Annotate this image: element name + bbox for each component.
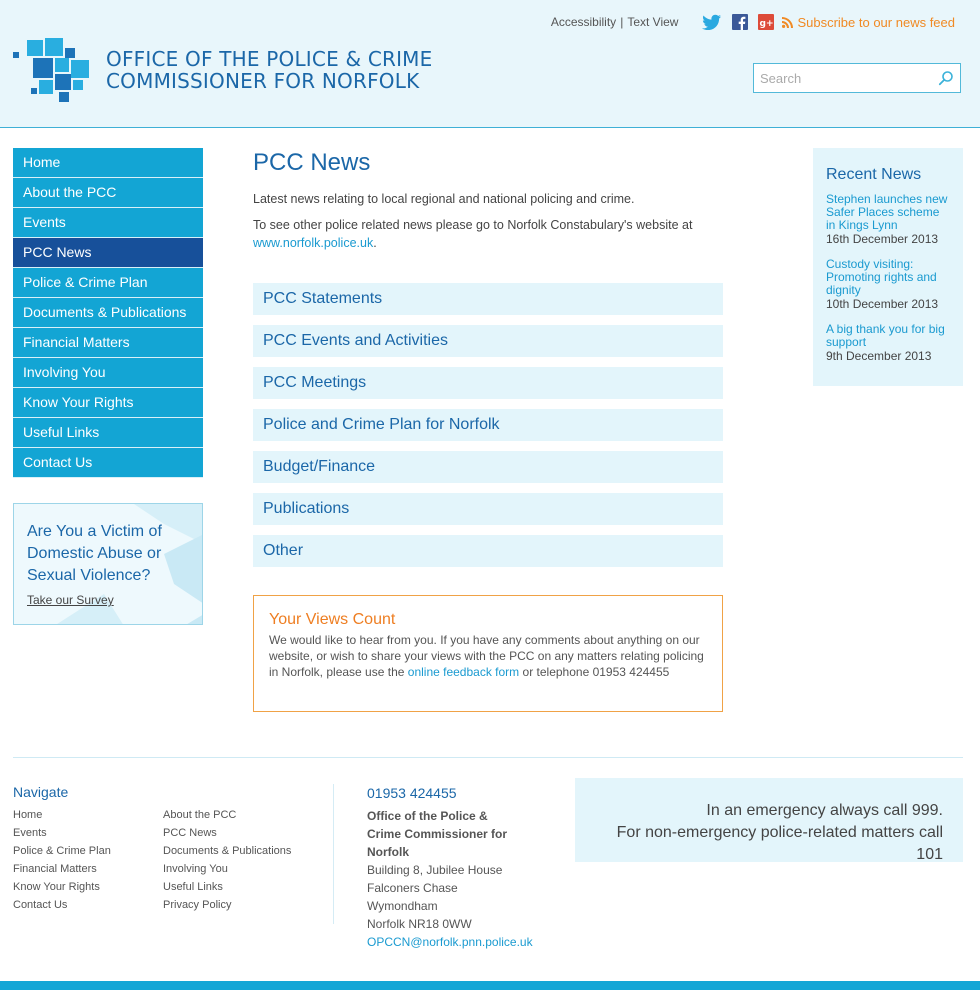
intro-text: Latest news relating to local regional and national policing and crime. (253, 192, 635, 206)
footer-link-police-crime-plan[interactable]: Police & Crime Plan (13, 845, 111, 857)
domestic-abuse-survey-promo[interactable] (13, 503, 203, 625)
recent-news-panel (813, 148, 963, 386)
nav-item-about-the-pcc[interactable]: About the PCC (13, 178, 203, 208)
footer-link-privacy-policy[interactable]: Privacy Policy (163, 899, 232, 911)
nav-item-know-your-rights[interactable]: Know Your Rights (13, 388, 203, 418)
footer-link-about-the-pcc[interactable]: About the PCC (163, 809, 237, 821)
nav-item-home[interactable]: Home (13, 148, 203, 178)
list-item (826, 193, 950, 247)
address-line: Falconers Chase (367, 881, 458, 895)
category-pcc-meetings[interactable]: PCC Meetings (253, 367, 723, 399)
nav-item-contact-us[interactable]: Contact Us (13, 448, 203, 478)
logo-line-1: OFFICE OF THE POLICE & CRIME (106, 47, 433, 71)
footer-nav-column-2 (163, 806, 303, 914)
nav-item-pcc-news[interactable]: PCC News (13, 238, 203, 268)
your-views-count-box (253, 595, 723, 712)
news-link[interactable]: Custody visiting: Promoting rights and dignity (826, 257, 937, 297)
footer-link-documents-publications[interactable]: Documents & Publications (163, 845, 292, 857)
footer-link-involving-you[interactable]: Involving You (163, 863, 228, 875)
news-date: 9th December 2013 (826, 349, 932, 363)
list-item (826, 323, 950, 364)
social-links (692, 14, 774, 30)
facebook-icon[interactable] (732, 14, 748, 30)
search-icon[interactable] (938, 70, 954, 86)
address-line: Norfolk NR18 0WW (367, 917, 472, 931)
top-links-separator: | (620, 15, 624, 29)
footer-email-link[interactable]: OPCCN@norfolk.pnn.police.uk (367, 935, 533, 949)
footer-link-pcc-news[interactable]: PCC News (163, 827, 217, 839)
recent-news-title: Recent News (826, 166, 922, 183)
news-link[interactable]: Stephen launches new Safer Places scheme in Kings Lynn (826, 192, 948, 232)
news-date: 10th December 2013 (826, 297, 939, 311)
emergency-line-2: For non-emergency police-related matters call 101 (616, 824, 943, 863)
views-body (269, 632, 707, 680)
category-pcc-statements[interactable]: PCC Statements (253, 283, 723, 315)
news-link[interactable]: A big thank you for big support (826, 322, 945, 349)
nav-item-events[interactable]: Events (13, 208, 203, 238)
footer-link-useful-links[interactable]: Useful Links (163, 881, 223, 893)
main-content (253, 148, 723, 577)
subscribe-news-feed-link[interactable] (782, 15, 955, 30)
online-feedback-form-link[interactable]: online feedback form (407, 665, 520, 679)
search-box (753, 63, 961, 93)
site-logo-text[interactable] (106, 48, 432, 92)
address-line: Building 8, Jubilee House (367, 863, 503, 877)
footer-phone: 01953 424455 (367, 785, 457, 801)
site-header (0, 0, 980, 128)
text-view-link[interactable]: Text View (627, 15, 679, 29)
footer-link-events[interactable]: Events (13, 827, 47, 839)
footer-bottom-bar (0, 981, 980, 990)
footer-divider (13, 757, 963, 758)
footer-navigate-title: Navigate (13, 784, 69, 800)
promo-title: Are You a Victim of Domestic Abuse or Sexual Violence? (27, 523, 162, 584)
nav-item-police-crime-plan[interactable]: Police & Crime Plan (13, 268, 203, 298)
news-date: 16th December 2013 (826, 232, 939, 246)
footer-nav-column-1 (13, 806, 153, 914)
google-plus-icon[interactable] (758, 14, 774, 30)
category-other[interactable]: Other (253, 535, 723, 567)
take-survey-link[interactable]: Take our Survey (27, 593, 114, 607)
nav-item-financial-matters[interactable]: Financial Matters (13, 328, 203, 358)
footer-vertical-divider (333, 784, 334, 924)
top-links (551, 12, 955, 32)
category-police-crime-plan[interactable]: Police and Crime Plan for Norfolk (253, 409, 723, 441)
accessibility-link[interactable]: Accessibility (550, 15, 617, 29)
nav-item-useful-links[interactable]: Useful Links (13, 418, 203, 448)
list-item (826, 258, 950, 312)
footer-org-name: Office of the Police & Crime Commissioner for Norfolk (367, 809, 508, 859)
search-input[interactable] (754, 64, 929, 92)
twitter-icon[interactable] (702, 14, 722, 30)
emergency-info-box (575, 778, 963, 862)
svg-text:g+: g+ (759, 19, 774, 29)
main-navigation (13, 148, 203, 478)
subscribe-label: Subscribe to our news feed (797, 14, 955, 30)
news-categories (253, 283, 723, 567)
views-title: Your Views Count (269, 611, 396, 628)
footer-link-financial-matters[interactable]: Financial Matters (13, 863, 97, 875)
views-body-start: We would like to hear from you. If you have any comments about anything on our website, or wish to share your views with the PCC on any matters relating policing in Norfolk, please use the (269, 633, 704, 679)
nav-item-involving-you[interactable]: Involving You (13, 358, 203, 388)
rss-icon (782, 17, 793, 28)
category-pcc-events-activities[interactable]: PCC Events and Activities (253, 325, 723, 357)
nav-item-documents-publications[interactable]: Documents & Publications (13, 298, 203, 328)
footer-contact (367, 784, 567, 951)
page-title: PCC News (253, 149, 371, 176)
logo-line-2: COMMISSIONER FOR NORFOLK (106, 69, 420, 93)
emergency-line-1: In an emergency always call 999. (706, 802, 943, 819)
constabulary-text (253, 216, 723, 252)
views-body-end: or telephone 01953 424455 (522, 665, 670, 679)
constabulary-text-start: To see other police related news please go to Norfolk Constabulary's website at (253, 218, 693, 232)
address-line: Wymondham (367, 899, 438, 913)
logo-mark-icon[interactable] (13, 38, 91, 104)
footer-link-contact-us[interactable]: Contact Us (13, 899, 68, 911)
footer-link-know-your-rights[interactable]: Know Your Rights (13, 881, 100, 893)
category-publications[interactable]: Publications (253, 493, 723, 525)
norfolk-police-link[interactable]: www.norfolk.police.uk (253, 236, 374, 250)
constabulary-text-end: . (373, 236, 377, 250)
footer-link-home[interactable]: Home (13, 809, 43, 821)
category-budget-finance[interactable]: Budget/Finance (253, 451, 723, 483)
